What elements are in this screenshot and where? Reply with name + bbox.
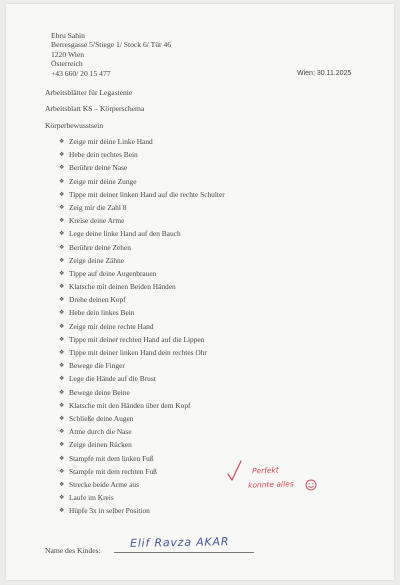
diamond-bullet-icon: ❖	[59, 283, 65, 291]
task-list-item	[59, 399, 225, 412]
diamond-bullet-icon: ❖	[59, 480, 65, 488]
task-list-item	[59, 333, 225, 346]
task-text: Berühre deine Nase	[69, 163, 128, 173]
task-list-item	[59, 254, 225, 267]
child-name-value: Elif Ravza AKAR	[129, 535, 230, 550]
task-text: Hüpfe 3x in selber Position	[69, 506, 150, 516]
sender-country: Österreich	[51, 59, 83, 69]
diamond-bullet-icon: ❖	[59, 138, 65, 145]
task-text: Lege deine linke Hand auf den Bauch	[69, 229, 181, 239]
worksheet-subtitle: Arbeitsblatt KS – Körperschema	[45, 104, 145, 113]
diamond-bullet-icon: ❖	[59, 203, 65, 211]
teacher-note-line1: Perfekt	[251, 465, 279, 476]
section-heading: Körperbewusstsein	[45, 121, 104, 130]
task-text: Atme durch die Nase	[69, 427, 132, 437]
task-list-item	[59, 306, 225, 319]
diamond-bullet-icon: ❖	[59, 507, 65, 515]
task-text: Bewege deine Beine	[69, 387, 130, 397]
diamond-bullet-icon: ❖	[59, 428, 65, 436]
diamond-bullet-icon: ❖	[59, 230, 65, 238]
diamond-bullet-icon: ❖	[59, 467, 65, 475]
task-text: Hebe dein linkes Bein	[69, 308, 135, 318]
task-list-item	[59, 148, 225, 161]
diamond-bullet-icon: ❖	[59, 269, 65, 277]
diamond-bullet-icon: ❖	[59, 322, 65, 330]
task-list-item	[59, 188, 225, 201]
task-text: Lege die Hände auf die Brust	[69, 374, 156, 384]
diamond-bullet-icon: ❖	[59, 375, 65, 383]
diamond-bullet-icon: ❖	[59, 494, 65, 502]
task-text: Zeige mir deine Linke Hand	[69, 137, 153, 146]
diamond-bullet-icon: ❖	[59, 388, 65, 396]
task-text: Zeig mir die Zahl 8	[69, 202, 127, 212]
task-text: Stampfe mit dem linken Fuß	[69, 453, 154, 463]
task-list-item	[59, 478, 225, 491]
task-text: Schließe deine Augen	[69, 413, 134, 423]
diamond-bullet-icon: ❖	[59, 362, 65, 370]
diamond-bullet-icon: ❖	[59, 151, 65, 159]
task-list-item	[59, 175, 225, 188]
task-list-item	[59, 280, 225, 293]
task-list-item	[59, 267, 225, 280]
sender-name: Ebru Sahin	[51, 31, 85, 40]
diamond-bullet-icon: ❖	[59, 335, 65, 343]
task-text: Tippe mit deiner linken Hand auf die rechte Schulter	[69, 189, 225, 199]
diamond-bullet-icon: ❖	[59, 217, 65, 225]
task-list-item	[59, 135, 225, 148]
task-list-item	[59, 465, 225, 478]
task-text: Stampfe mit dem rechten Fuß	[69, 466, 157, 476]
task-text: Tippe mit deiner linken Hand dein rechtes Ohr	[69, 348, 207, 357]
task-list-item	[59, 201, 225, 214]
task-text: Drehe deinen Kopf	[69, 295, 126, 305]
diamond-bullet-icon: ❖	[59, 164, 65, 172]
task-list-item	[59, 452, 225, 465]
task-list-item	[59, 504, 225, 517]
task-text: Zeige deine Zähne	[69, 255, 124, 265]
task-list-item	[59, 386, 225, 399]
task-list-item	[59, 359, 225, 372]
diamond-bullet-icon: ❖	[59, 243, 65, 251]
task-list-item	[59, 227, 225, 240]
task-list-item	[59, 320, 225, 333]
document-date: Wien; 30.11.2025	[297, 70, 352, 77]
task-text: Tippe mit deiner rechten Hand auf die Lippen	[69, 334, 205, 344]
task-list-item	[59, 412, 225, 425]
task-list-item	[59, 372, 225, 385]
task-text: Strecke beide Arme aus	[69, 479, 139, 489]
teacher-note-line2: konnte alles	[247, 479, 294, 490]
task-list-item	[59, 438, 225, 451]
task-list-item	[59, 293, 225, 306]
sender-phone: +43 660/ 20 15 477	[51, 68, 111, 78]
task-list-item	[59, 425, 225, 438]
diamond-bullet-icon: ❖	[59, 454, 65, 462]
diamond-bullet-icon: ❖	[59, 309, 65, 317]
diamond-bullet-icon: ❖	[59, 401, 65, 409]
task-text: Zeige mir deine rechte Hand	[69, 321, 154, 331]
diamond-bullet-icon: ❖	[59, 190, 65, 198]
diamond-bullet-icon: ❖	[59, 296, 65, 304]
checkmark-icon	[226, 458, 244, 484]
task-text: Klatsche mit deinen Beiden Händen	[69, 282, 176, 292]
task-text: Kreise deine Arme	[69, 216, 125, 226]
sender-city: 1220 Wien	[51, 49, 85, 59]
task-list-item	[59, 241, 225, 254]
diamond-bullet-icon: ❖	[59, 414, 65, 422]
child-name-label: Name des Kindes:	[45, 546, 101, 555]
diamond-bullet-icon: ❖	[59, 441, 65, 449]
task-list-item	[59, 161, 225, 174]
task-list-item	[59, 346, 225, 359]
child-name-underline	[114, 552, 254, 553]
task-list-item	[59, 214, 225, 227]
task-text: Berühre deine Zehen	[69, 242, 131, 252]
task-text: Zeige deinen Rücken	[69, 440, 132, 450]
task-text: Tippe auf deine Augenbrauen	[69, 268, 157, 278]
task-text: Klatsche mit den Händen über dem Kopf	[69, 400, 191, 410]
task-list-item	[59, 491, 225, 504]
worksheet-title: Arbeitsblätter für Legastenie	[45, 88, 133, 97]
task-text: Bewege die Finger	[69, 361, 125, 371]
diamond-bullet-icon: ❖	[59, 256, 65, 264]
task-text: Hebe dein rechtes Bein	[69, 150, 138, 160]
smiley-icon	[305, 479, 317, 491]
diamond-bullet-icon: ❖	[59, 349, 65, 356]
sender-address	[51, 31, 171, 78]
diamond-bullet-icon: ❖	[59, 177, 65, 185]
sender-street: Berresgasse 5/Stiege 1/ Stock 6/ Tür 46	[51, 40, 172, 50]
task-list	[59, 135, 225, 517]
task-text: Laufe im Kreis	[69, 493, 114, 503]
task-text: Zeige mir deine Zunge	[69, 176, 137, 186]
